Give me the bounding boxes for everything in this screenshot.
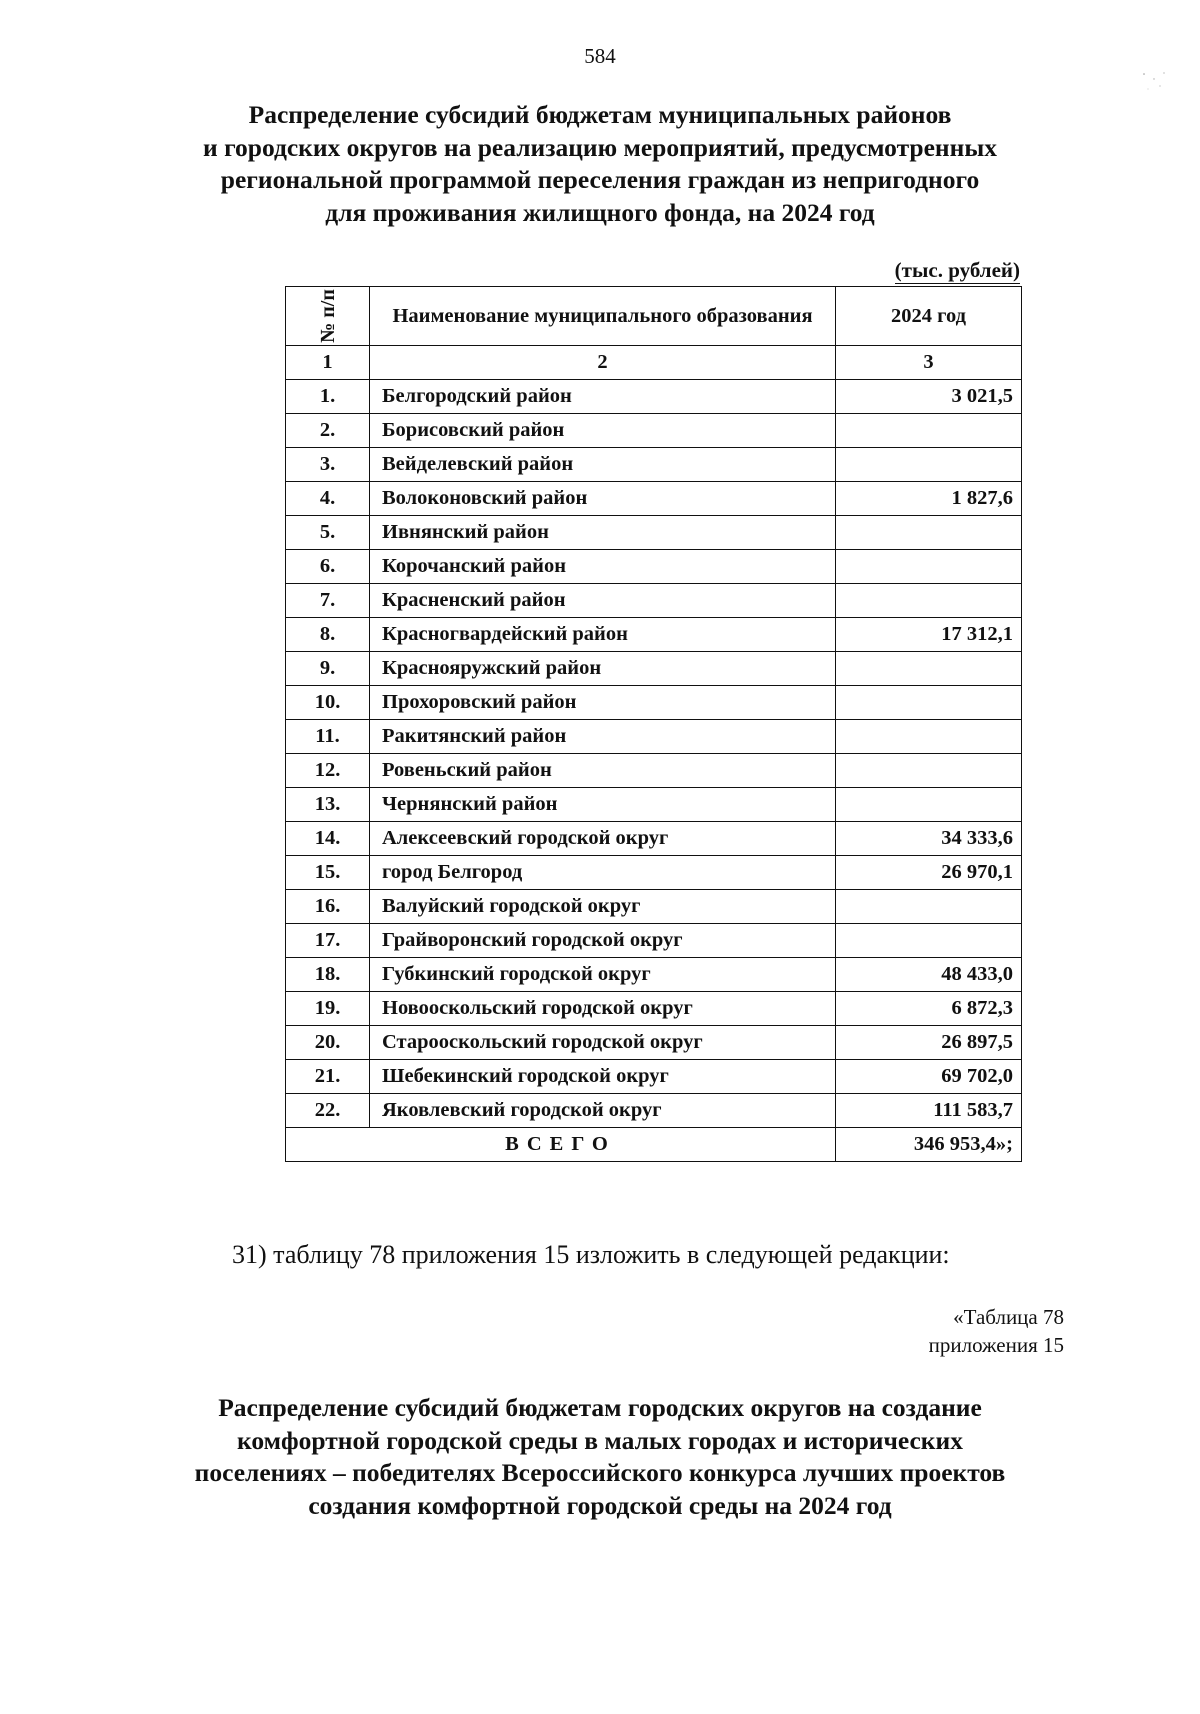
subsidy-value: 34 333,6 [836, 822, 1022, 856]
municipality-name: Губкинский городской округ [370, 958, 836, 992]
municipality-name: Ровеньский район [370, 754, 836, 788]
table-reference-line: «Таблица 78 [953, 1305, 1064, 1329]
column-index: 1 [286, 346, 370, 380]
table-row [286, 754, 1022, 788]
row-number: 9. [286, 652, 370, 686]
table-row [286, 1026, 1022, 1060]
row-number: 17. [286, 924, 370, 958]
amendment-instruction: 31) таблицу 78 приложения 15 изложить в следующей редакции: [232, 1240, 950, 1269]
municipality-name: Борисовский район [370, 414, 836, 448]
municipality-name: город Белгород [370, 856, 836, 890]
total-value: 346 953,4»; [836, 1128, 1022, 1162]
row-number: 1. [286, 380, 370, 414]
subsidy-value [836, 720, 1022, 754]
municipality-name: Грайворонский городской округ [370, 924, 836, 958]
column-index-row [286, 346, 1022, 380]
row-number: 11. [286, 720, 370, 754]
subsidy-value [836, 584, 1022, 618]
table-row [286, 1060, 1022, 1094]
table-reference-line: приложения 15 [928, 1333, 1064, 1357]
table-row [286, 482, 1022, 516]
total-row [286, 1128, 1022, 1162]
row-number: 18. [286, 958, 370, 992]
row-number: 10. [286, 686, 370, 720]
row-number: 3. [286, 448, 370, 482]
section-title-2 [150, 1392, 1050, 1522]
municipality-name: Краснояружский район [370, 652, 836, 686]
page-number: 584 [584, 44, 616, 68]
row-number: 6. [286, 550, 370, 584]
table-row [286, 1094, 1022, 1128]
subsidy-value [836, 754, 1022, 788]
table-row [286, 618, 1022, 652]
row-number: 5. [286, 516, 370, 550]
row-number: 13. [286, 788, 370, 822]
row-number: 22. [286, 1094, 370, 1128]
municipality-name: Прохоровский район [370, 686, 836, 720]
municipality-name: Корочанский район [370, 550, 836, 584]
subsidy-value: 1 827,6 [836, 482, 1022, 516]
subsidy-value [836, 686, 1022, 720]
subsidy-value: 26 970,1 [836, 856, 1022, 890]
subsidy-value: 69 702,0 [836, 1060, 1022, 1094]
subsidy-value [836, 550, 1022, 584]
subsidy-value [836, 788, 1022, 822]
header-number: № п/п [286, 287, 370, 346]
table-row [286, 516, 1022, 550]
table-row [286, 924, 1022, 958]
table-row [286, 584, 1022, 618]
municipality-name: Шебекинский городской округ [370, 1060, 836, 1094]
subsidy-value [836, 516, 1022, 550]
municipality-name: Яковлевский городской округ [370, 1094, 836, 1128]
row-number: 7. [286, 584, 370, 618]
table-row [286, 686, 1022, 720]
municipality-name: Волоконовский район [370, 482, 836, 516]
row-number: 20. [286, 1026, 370, 1060]
municipality-name: Ракитянский район [370, 720, 836, 754]
row-number: 15. [286, 856, 370, 890]
municipality-name: Красненский район [370, 584, 836, 618]
row-number: 8. [286, 618, 370, 652]
title-2-line: Распределение субсидий бюджетам городских округов на создание [218, 1393, 982, 1422]
subsidy-table [285, 286, 1022, 1162]
table-row [286, 788, 1022, 822]
row-number: 4. [286, 482, 370, 516]
municipality-name: Красногвардейский район [370, 618, 836, 652]
table-reference [800, 1303, 1064, 1359]
municipality-name: Чернянский район [370, 788, 836, 822]
section-title-1 [150, 99, 1050, 229]
title-1-line: региональной программой переселения граждан из непригодного [220, 165, 980, 194]
municipality-name: Новооскольский городской округ [370, 992, 836, 1026]
scan-speck-marks [1140, 70, 1170, 94]
title-1-line: Распределение субсидий бюджетам муниципальных районов [248, 100, 952, 129]
table-row [286, 550, 1022, 584]
municipality-name: Старооскольский городской округ [370, 1026, 836, 1060]
column-index: 3 [836, 346, 1022, 380]
subsidy-value: 48 433,0 [836, 958, 1022, 992]
header-year: 2024 год [836, 287, 1022, 346]
subsidy-value: 3 021,5 [836, 380, 1022, 414]
municipality-name: Вейделевский район [370, 448, 836, 482]
title-2-line: создания комфортной городской среды на 2024 год [308, 1490, 892, 1520]
municipality-name: Валуйский городской округ [370, 890, 836, 924]
subsidy-value: 26 897,5 [836, 1026, 1022, 1060]
subsidy-value [836, 414, 1022, 448]
units-label: (тыс. рублей) [894, 258, 1020, 282]
table-row [286, 448, 1022, 482]
table-row [286, 380, 1022, 414]
title-1-line: для проживания жилищного фонда, на 2024 год [325, 197, 875, 227]
table-row [286, 856, 1022, 890]
title-1-line: и городских округов на реализацию мероприятий, предусмотренных [203, 132, 997, 162]
table-row [286, 414, 1022, 448]
subsidy-value [836, 652, 1022, 686]
subsidy-value [836, 448, 1022, 482]
subsidy-value [836, 890, 1022, 924]
table-row [286, 992, 1022, 1026]
table-header-row [286, 287, 1022, 346]
row-number: 16. [286, 890, 370, 924]
subsidy-value: 6 872,3 [836, 992, 1022, 1026]
row-number: 14. [286, 822, 370, 856]
row-number: 12. [286, 754, 370, 788]
row-number: 19. [286, 992, 370, 1026]
total-label: ВСЕГО [286, 1128, 836, 1162]
table-row [286, 958, 1022, 992]
municipality-name: Ивнянский район [370, 516, 836, 550]
subsidy-value: 17 312,1 [836, 618, 1022, 652]
table-row [286, 890, 1022, 924]
municipality-name: Белгородский район [370, 380, 836, 414]
column-index: 2 [370, 346, 836, 380]
title-2-line: комфортной городской среды в малых городах и исторических [237, 1425, 963, 1455]
row-number: 21. [286, 1060, 370, 1094]
title-2-line: поселениях – победителях Всероссийского конкурса лучших проектов [194, 1458, 1006, 1487]
subsidy-value [836, 924, 1022, 958]
table-row [286, 720, 1022, 754]
table-row [286, 822, 1022, 856]
row-number: 2. [286, 414, 370, 448]
municipality-name: Алексеевский городской округ [370, 822, 836, 856]
table-body [286, 380, 1022, 1128]
subsidy-value: 111 583,7 [836, 1094, 1022, 1128]
table-row [286, 652, 1022, 686]
header-name: Наименование муниципального образования [370, 287, 836, 346]
